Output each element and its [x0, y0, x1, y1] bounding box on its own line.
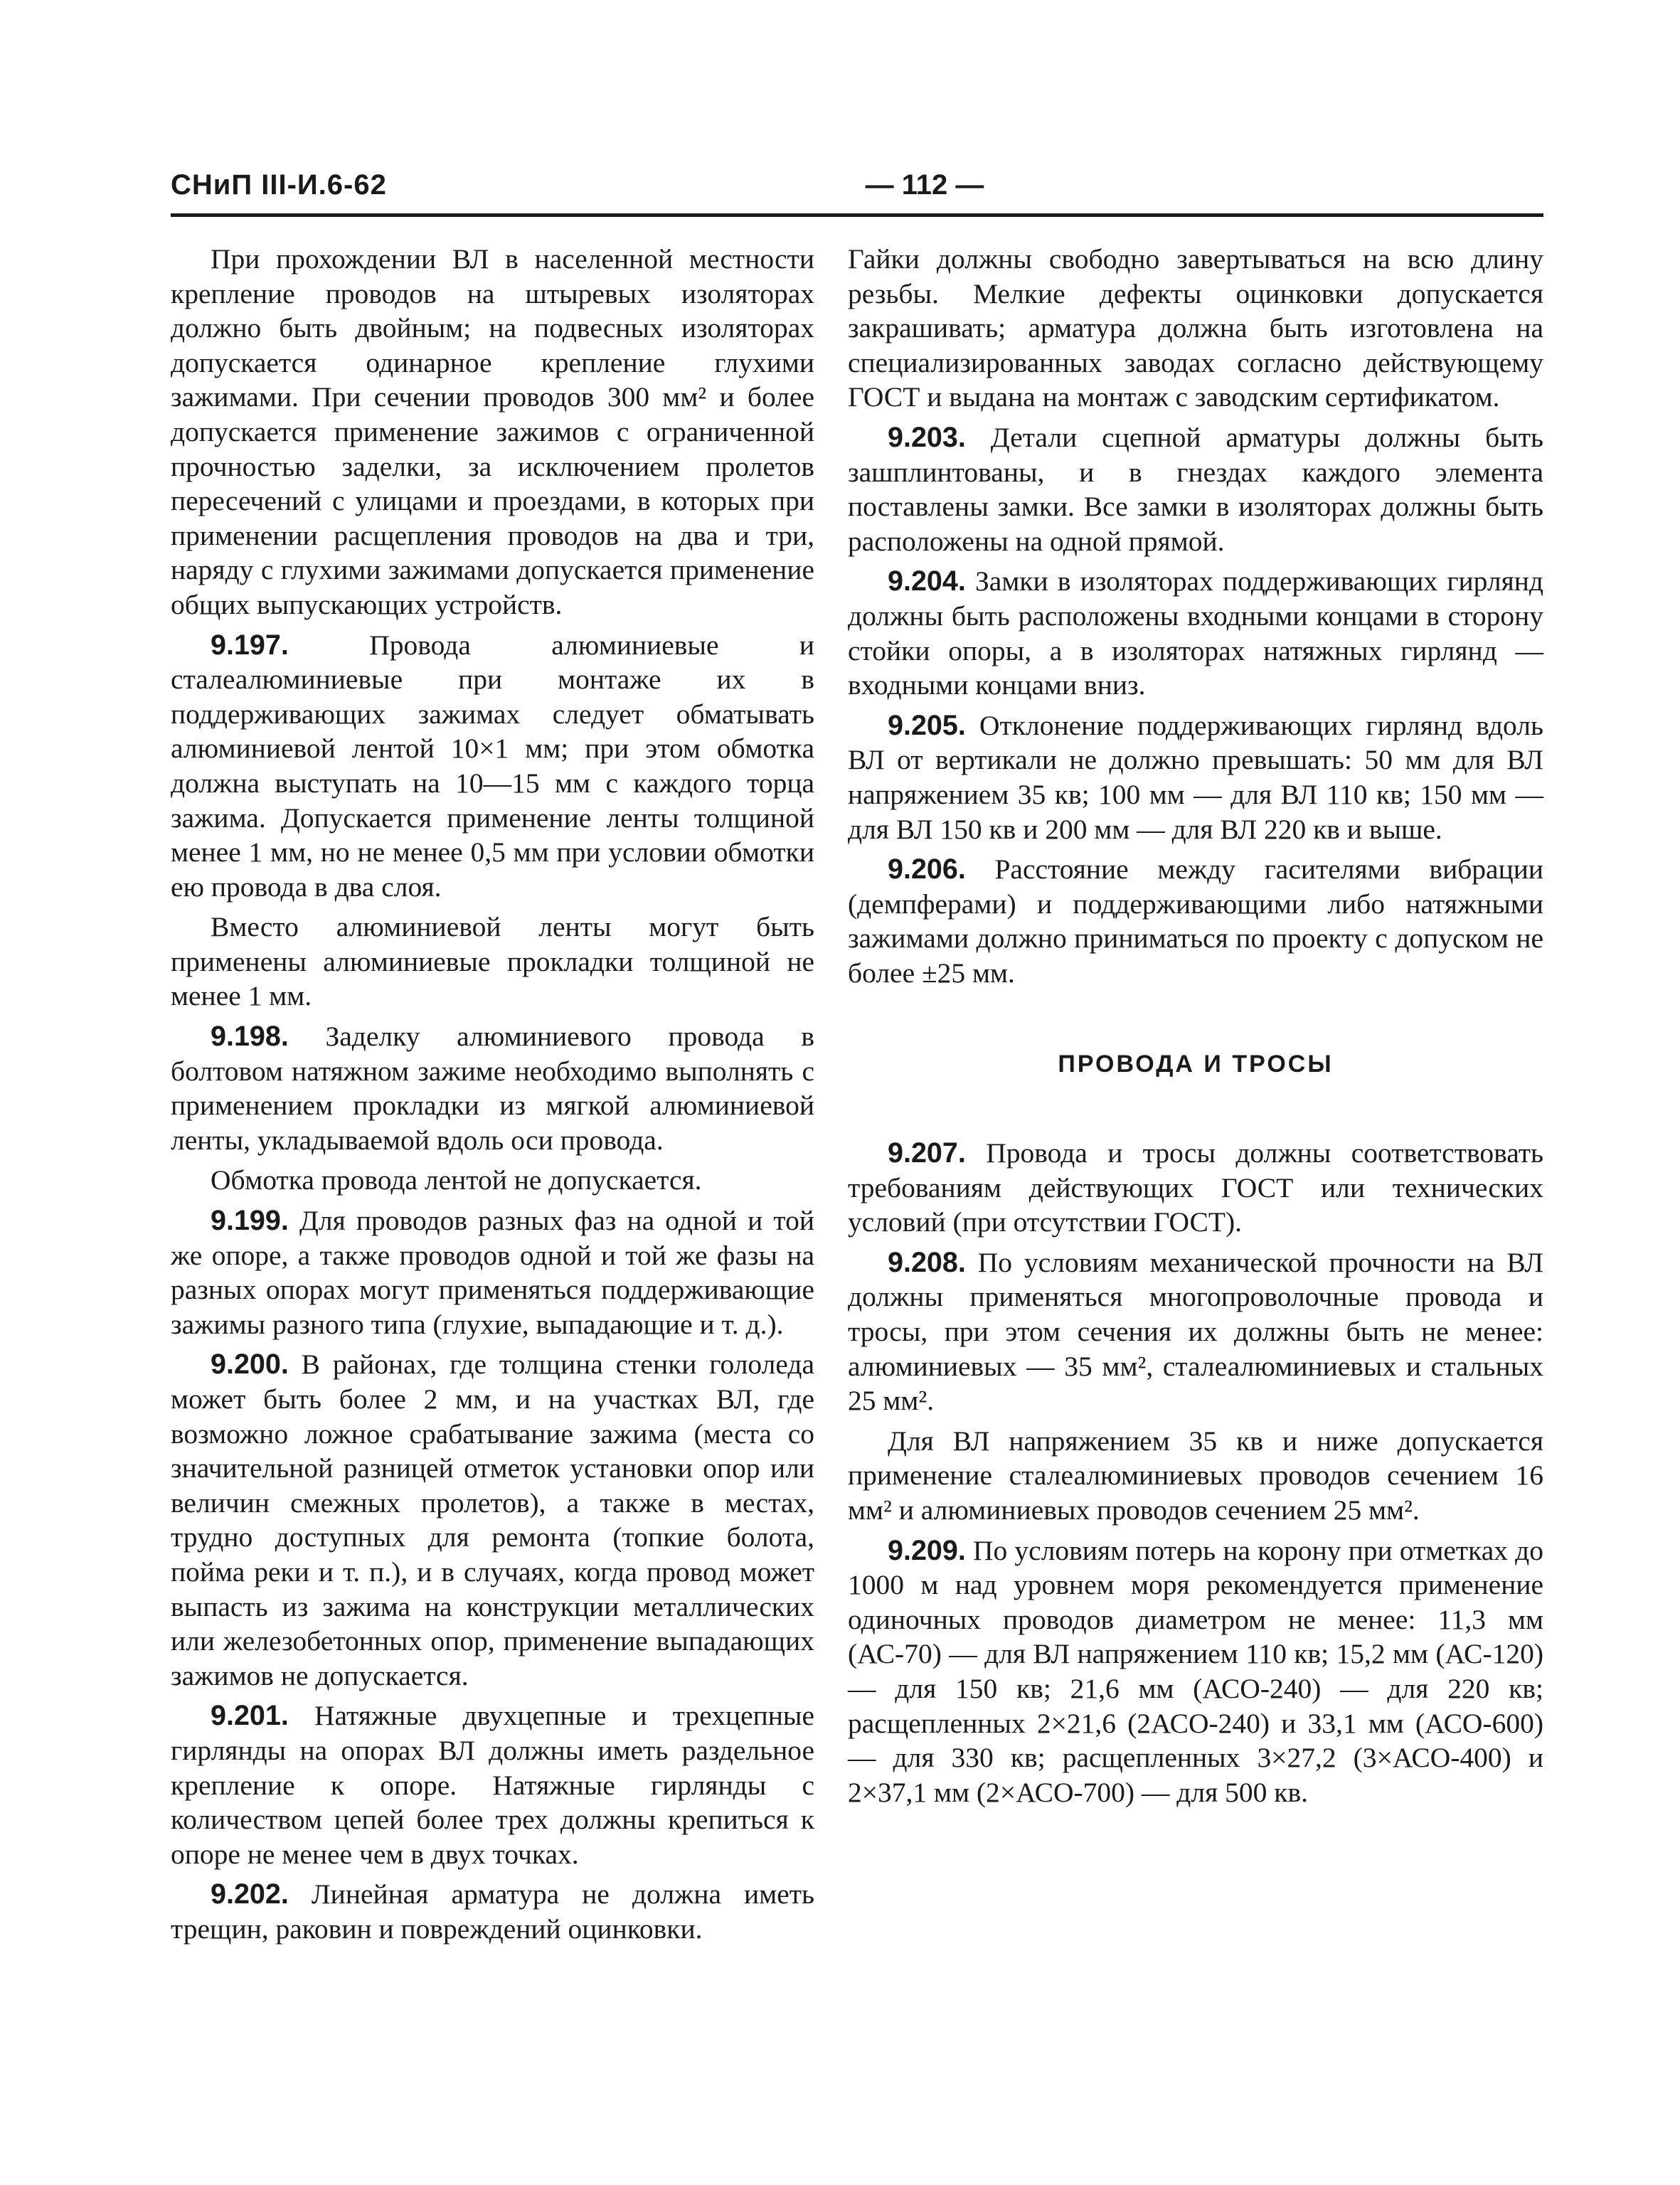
- clause-number: 9.206.: [888, 854, 966, 886]
- paragraph: [848, 1245, 1543, 1418]
- paragraph: [171, 1877, 814, 1946]
- page-header: [171, 169, 1543, 212]
- paragraph: [171, 910, 814, 1014]
- paragraph: [171, 1698, 814, 1871]
- clause-number: 9.203.: [888, 421, 966, 453]
- clause-number: 9.198.: [211, 1021, 289, 1053]
- paragraph-text: По условиям механической прочности на ВЛ должны применяться многопроволочные провода и тросы, при этом сечения их должны быть не менее: алюминиевых — 35 мм², сталеалюминиевых и стальных 25 мм².: [848, 1246, 1543, 1417]
- clause-number: 9.200.: [211, 1349, 289, 1381]
- paragraph: [848, 708, 1543, 846]
- paragraph-text: Обмотка провода лентой не допускается.: [211, 1164, 702, 1196]
- paragraph: [171, 628, 814, 905]
- paragraph: [171, 1203, 814, 1341]
- paragraph: [848, 1533, 1543, 1810]
- document-code: СНиП III-И.6-62: [171, 169, 387, 201]
- paragraph: [171, 1163, 814, 1198]
- clause-number: 9.202.: [211, 1878, 289, 1910]
- paragraph-text: Для ВЛ напряжением 35 кв и ниже допускается применение сталеалюминиевых проводов сечением 16 мм² и алюминиевых проводов сечением 25 мм².: [848, 1425, 1543, 1526]
- paragraph-text: В районах, где толщина стенки гололеда может быть более 2 мм, и на участках ВЛ, где возможно ложное срабатывание зажима (места со значительной разницей отметок установки опор или величин смежных пролетов), а также в местах, трудно доступных для ремонта (топкие болота, пойма реки и т. п.), и в случаях, когда провод может выпасть из зажима на конструкции металлических или железобетонных опор, применение выпадающих зажимов не допускается.: [171, 1349, 814, 1691]
- paragraph-text: По условиям потерь на корону при отметках до 1000 м над уровнем моря рекомендуется применение одиночных проводов диаметром не менее: 11,3 мм (АС-70) — для ВЛ напряжением 110 кв; 15,2 мм (АС-120) — для 150 кв; 21,6 мм (АСО-240) — для 220 кв; расщепленных 2×21,6 (2АСО-240) и 33,1 мм (АСО-600) — для 330 кв; расщепленных 3×27,2 (3×АСО-400) и 2×37,1 мм (2×АСО-700) — для 500 кв.: [848, 1534, 1543, 1808]
- paragraph-text: При прохождении ВЛ в населенной местности крепление проводов на штыревых изоляторах должно быть двойным; на подвесных изоляторах допускается одинарное крепление глухими зажимами. При сечении проводов 300 мм² и более допускается применение зажимов с ограниченной прочностью заделки, за исключением пролетов пересечений с улицами и проездами, в которых при применении расщепления проводов на два и три, наряду с глухими зажимами допускается применение общих выпускающих устройств.: [171, 243, 814, 620]
- paragraph-text: Гайки должны свободно завертываться на всю длину резьбы. Мелкие дефекты оцинковки допускается закрашивать; арматура должна быть изготовлена на специализированных заводах согласно действующему ГОСТ и выдана на монтаж с заводским сертификатом.: [848, 243, 1543, 413]
- clause-number: 9.207.: [888, 1137, 966, 1169]
- paragraph-text: Натяжные двухцепные и трехцепные гирлянды на опорах ВЛ должны иметь раздельное крепление к опоре. Натяжные гирлянды с количеством цепей более трех должны крепиться к опоре не менее чем в двух точках.: [171, 1700, 815, 1870]
- clause-number: 9.204.: [888, 565, 966, 597]
- paragraph-text: Заделку алюминиевого провода в болтовом натяжном зажиме необходимо выполнять с применением прокладки из мягкой алюминиевой ленты, укладываемой вдоль оси провода.: [171, 1021, 815, 1156]
- page-number: — 112 —: [865, 169, 984, 201]
- clause-number: 9.197.: [211, 629, 289, 661]
- paragraph-text: Для проводов разных фаз на одной и той же опоре, а также проводов одной и той же фазы на разных опорах могут применяться поддерживающие зажимы разного типа (глухие, выпадающие и т. д.).: [171, 1205, 814, 1340]
- paragraph-text: Вместо алюминиевой ленты могут быть применены алюминиевые прокладки толщиной не менее 1 мм.: [171, 911, 814, 1012]
- paragraph: [848, 564, 1543, 702]
- paragraph-text: Отклонение поддерживающих гирлянд вдоль ВЛ от вертикали не должно превышать: 50 мм для ВЛ напряжением 35 кв; 100 мм — для ВЛ 110 кв; 150 мм — для ВЛ 150 кв и 200 мм — для ВЛ 220 кв и выше.: [848, 709, 1543, 845]
- paragraph: [171, 1347, 814, 1693]
- clause-number: 9.209.: [888, 1534, 966, 1566]
- clause-number: 9.199.: [211, 1205, 289, 1237]
- paragraph: [171, 242, 814, 622]
- header-rule: [171, 213, 1543, 217]
- paragraph-text: Провода алюминиевые и сталеалюминиевые при монтаже их в поддерживающих зажимах следует обматывать алюминиевой лентой 10×1 мм; при этом обмотка должна выступать на 10—15 мм с каждого торца зажима. Допускается применение ленты толщиной менее 1 мм, но не менее 0,5 мм при условии обмотки ею провода в два слоя.: [171, 629, 815, 903]
- clause-number: 9.208.: [888, 1246, 966, 1278]
- paragraph: [848, 1424, 1543, 1528]
- paragraph-text: Линейная арматура не должна иметь трещин, раковин и повреждений оцинковки.: [171, 1878, 814, 1945]
- paragraph: [848, 420, 1543, 558]
- right-column: [848, 242, 1543, 1815]
- paragraph-text: Замки в изоляторах поддерживающих гирлянд должны быть расположены входными концами в сторону стойки опоры, а в изоляторах натяжных гирлянд — входными концами вниз.: [848, 565, 1543, 701]
- clause-number: 9.201.: [211, 1700, 289, 1732]
- section-heading: ПРОВОДА И ТРОСЫ: [1058, 1051, 1334, 1078]
- left-column: [171, 242, 814, 1952]
- paragraph-text: Детали сцепной арматуры должны быть зашплинтованы, и в гнездах каждого элемента поставлены замки. Все замки в изоляторах должны быть расположены на одной прямой.: [848, 421, 1544, 557]
- paragraph: [848, 852, 1543, 990]
- paragraph: [848, 242, 1543, 415]
- paragraph: [848, 1136, 1543, 1240]
- paragraph-text: Провода и тросы должны соответствовать требованиям действующих ГОСТ или технических условий (при отсутствии ГОСТ).: [848, 1137, 1544, 1238]
- paragraph: [171, 1019, 814, 1157]
- clause-number: 9.205.: [888, 709, 966, 741]
- paragraph-text: Расстояние между гасителями вибрации (демпферами) и поддерживающими либо натяжными зажимами должно приниматься по проекту с допуском не более ±25 мм.: [848, 854, 1543, 989]
